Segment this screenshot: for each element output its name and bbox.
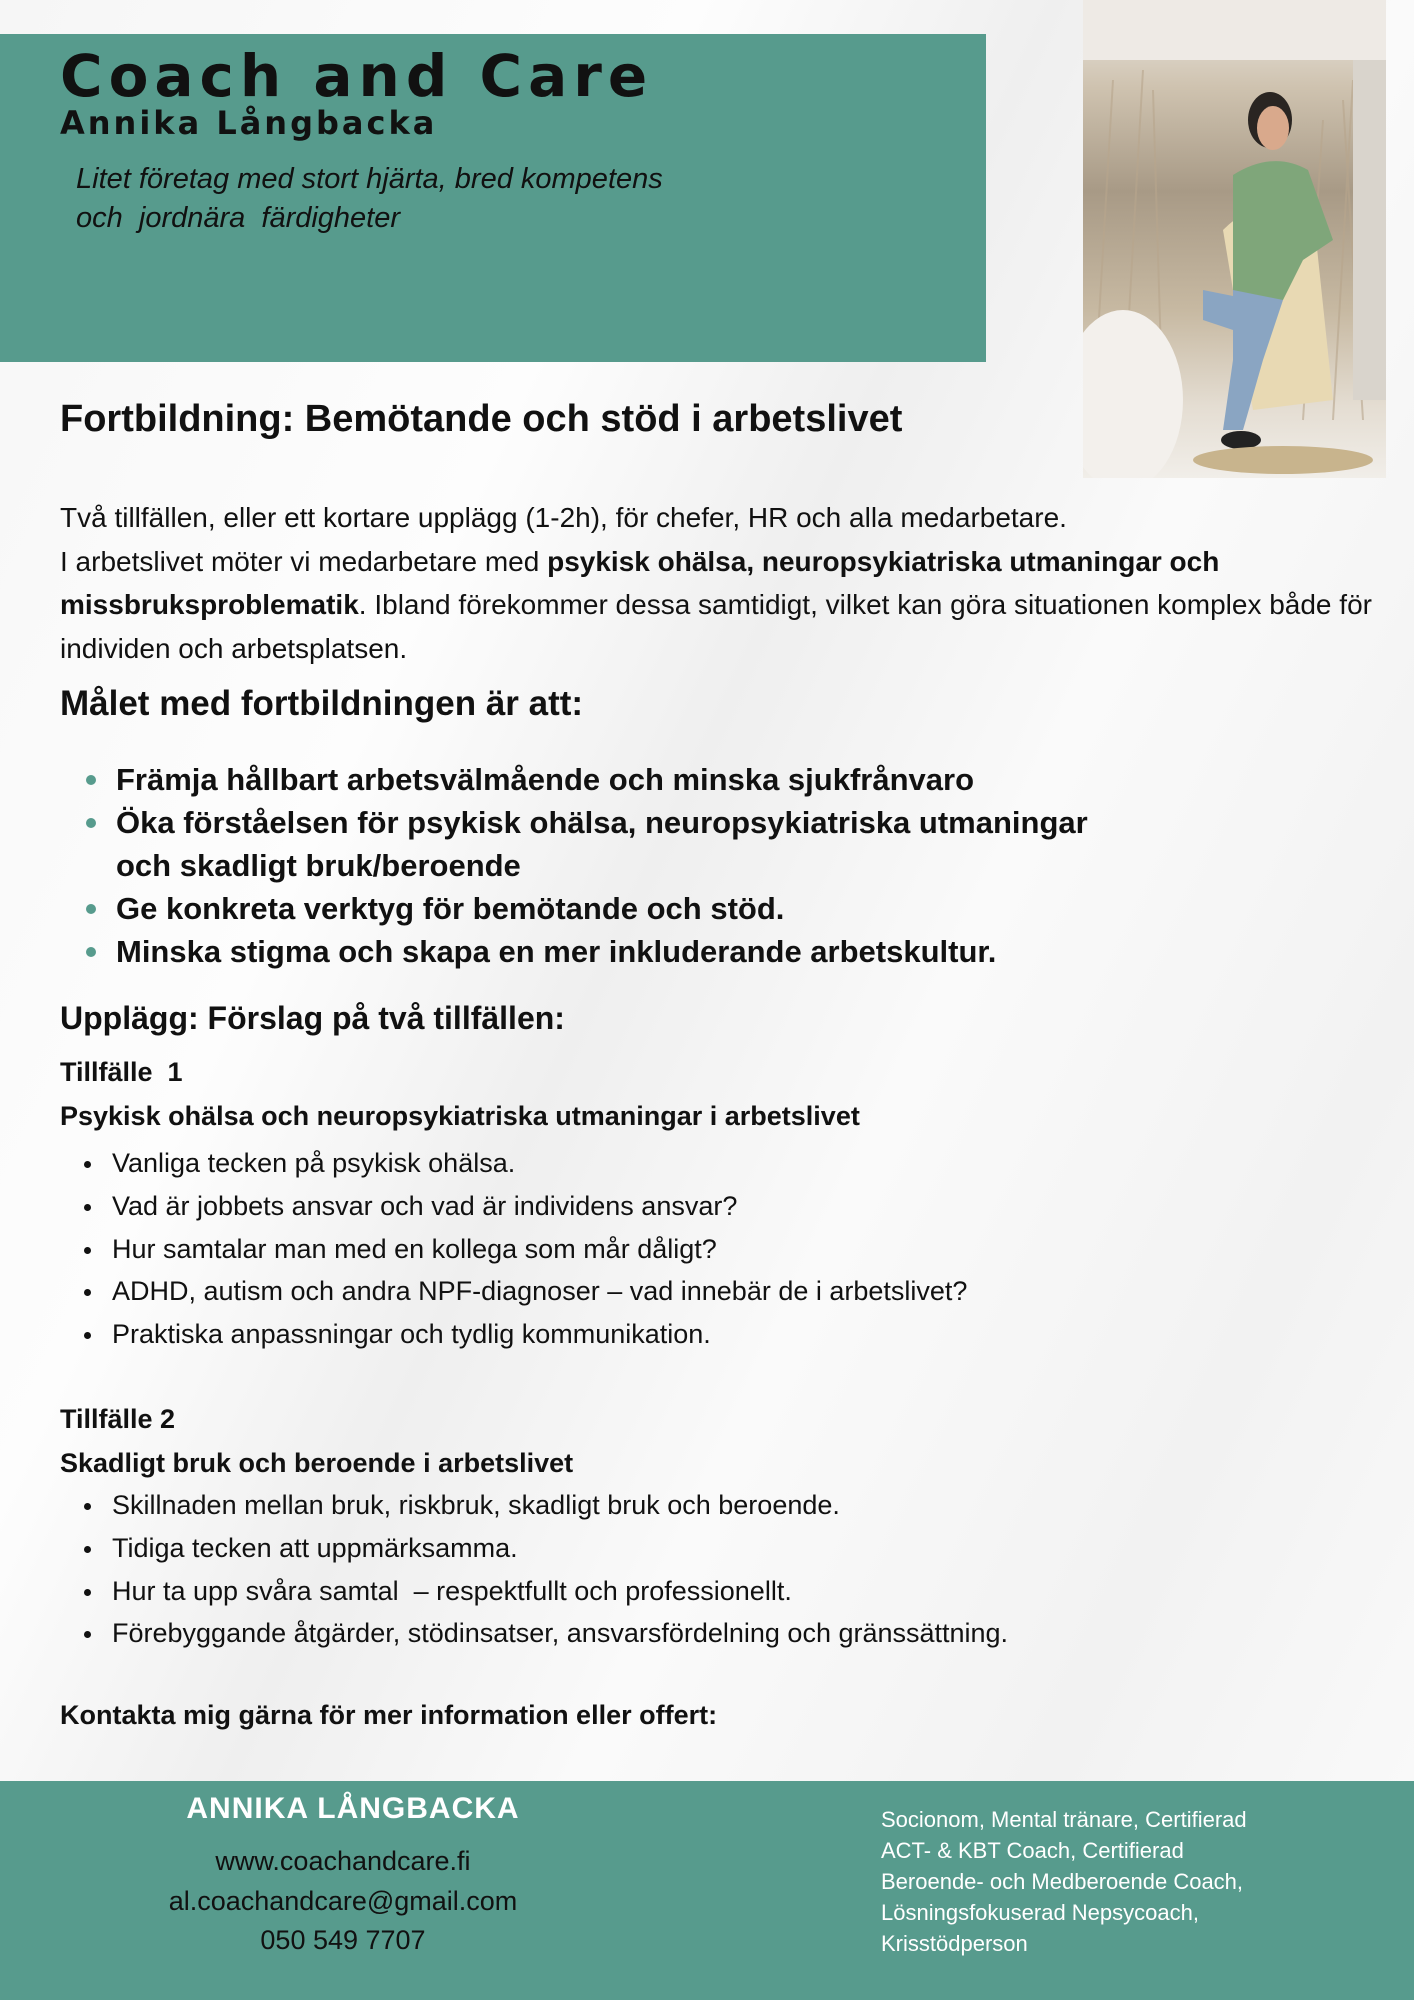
goals-heading: Målet med fortbildningen är att: xyxy=(60,684,584,723)
plan-heading: Upplägg: Förslag på två tillfällen: xyxy=(60,1000,565,1036)
session-2-list xyxy=(112,1484,1362,1655)
session-item: Vad är jobbets ansvar och vad är individens ansvar? xyxy=(112,1185,1362,1228)
intro-text-span: I arbetslivet möter vi medarbetare med xyxy=(60,545,548,577)
session-item: Förebyggande åtgärder, stödinsatser, ansvarsfördelning och gränssättning. xyxy=(112,1612,1362,1655)
footer-name: ANNIKA LÅNGBACKA xyxy=(186,1792,520,1825)
intro-text xyxy=(60,496,1380,670)
session-title: Skadligt bruk och beroende i arbetslivet xyxy=(60,1448,574,1478)
session-item: Tidiga tecken att uppmärksamma. xyxy=(112,1527,1362,1570)
session-item: Hur ta upp svåra samtal – respektfullt och professionellt. xyxy=(112,1570,1362,1613)
session-item: Praktiska anpassningar och tydlig kommunikation. xyxy=(112,1313,1362,1356)
credential-line: Socionom, Mental tränare, Certifierad xyxy=(881,1807,1247,1832)
goal-item: Ge konkreta verktyg för bemötande och stöd. xyxy=(116,887,1316,930)
portrait-photo xyxy=(1083,0,1386,478)
session-title: Psykisk ohälsa och neuropsykiatriska utmaningar i arbetslivet xyxy=(60,1101,860,1131)
goal-item: Främja hållbart arbetsvälmående och minska sjukfrånvaro xyxy=(116,758,1316,801)
credential-line: Lösningsfokuserad Nepsycoach, xyxy=(881,1900,1199,1925)
session-item: Hur samtalar man med en kollega som mår dåligt? xyxy=(112,1228,1362,1271)
goal-item: Öka förståelsen för psykisk ohälsa, neuropsykiatriska utmaningar och skadligt bruk/beroende xyxy=(116,801,1116,887)
tagline xyxy=(76,160,876,238)
brand-name: Coach and Care xyxy=(60,42,654,110)
footer-contacts xyxy=(90,1842,596,1961)
tagline-line: och jordnära färdigheter xyxy=(76,202,401,234)
portrait-illustration xyxy=(1083,0,1386,478)
intro-bold-span: psykisk ohälsa, neuropsykiatriska utmaningar och missbruksproblematik xyxy=(60,545,1220,620)
tagline-line: Litet företag med stort hjärta, bred kompetens xyxy=(76,163,663,195)
credential-line: ACT- & KBT Coach, Certifierad xyxy=(881,1838,1184,1863)
session-label: Tillfälle 1 xyxy=(60,1057,183,1087)
owner-name: Annika Långbacka xyxy=(60,104,438,142)
intro-paragraph-1: Två tillfällen, eller ett kortare upplägg (1-2h), för chefer, HR och alla medarbetare. xyxy=(60,502,1067,533)
footer-credentials xyxy=(881,1804,1361,1959)
website-link[interactable]: www.coachandcare.fi xyxy=(215,1846,471,1876)
goals-list xyxy=(116,758,1316,973)
session-2-header xyxy=(60,1397,573,1485)
session-label: Tillfälle 2 xyxy=(60,1404,176,1434)
page-title: Fortbildning: Bemötande och stöd i arbetslivet xyxy=(60,398,903,440)
session-item: Vanliga tecken på psykisk ohälsa. xyxy=(112,1142,1362,1185)
session-item: ADHD, autism och andra NPF-diagnoser – vad innebär de i arbetslivet? xyxy=(112,1270,1362,1313)
phone-number[interactable]: 050 549 7707 xyxy=(260,1925,426,1955)
email-link[interactable]: al.coachandcare@gmail.com xyxy=(168,1885,518,1916)
session-1-list xyxy=(112,1142,1362,1356)
session-1-header xyxy=(60,1050,860,1138)
goal-item: Minska stigma och skapa en mer inkluderande arbetskultur. xyxy=(116,930,1316,973)
intro-paragraph-2 xyxy=(60,540,1380,671)
intro-text-span: . Ibland förekommer dessa samtidigt, vilket kan göra situationen komplex både för individen och arbetsplatsen. xyxy=(60,589,1372,664)
contact-prompt: Kontakta mig gärna för mer information eller offert: xyxy=(60,1700,718,1730)
credential-line: Beroende- och Medberoende Coach, xyxy=(881,1869,1244,1894)
session-item: Skillnaden mellan bruk, riskbruk, skadligt bruk och beroende. xyxy=(112,1484,1362,1527)
credential-line: Krisstödperson xyxy=(881,1931,1028,1956)
